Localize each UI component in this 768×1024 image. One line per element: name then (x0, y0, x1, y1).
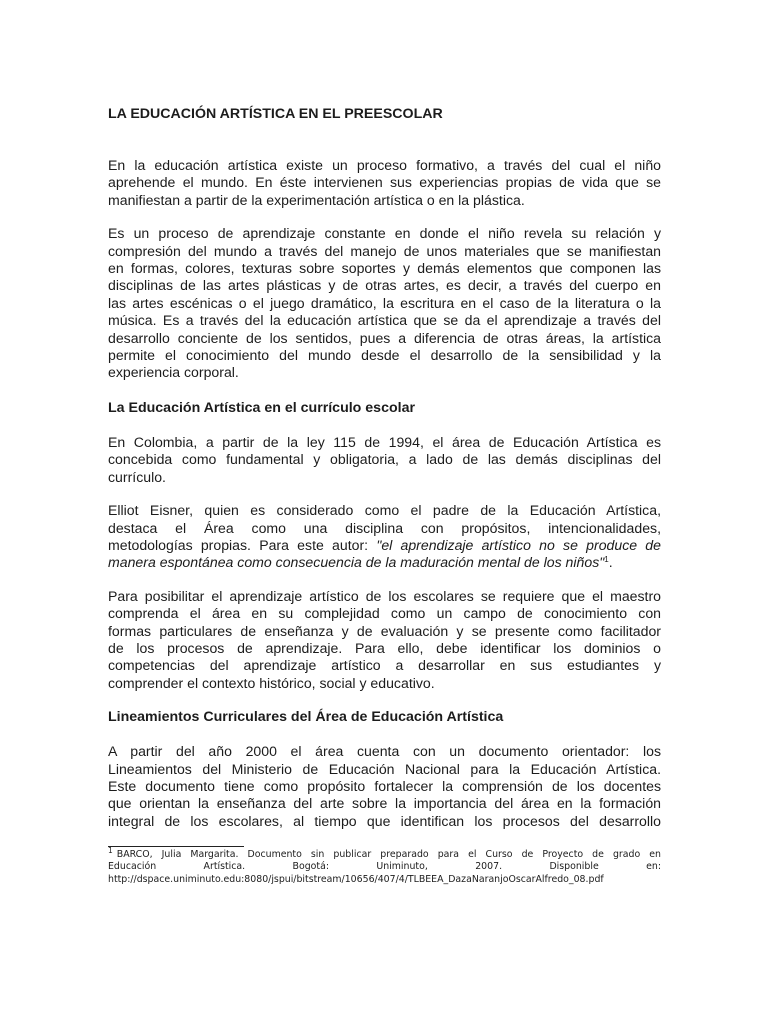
text-line: música. Es a través del la educación artística que se da el aprendizaje a través del (108, 312, 661, 329)
footnote-line (108, 846, 661, 861)
intro-paragraph-1 (108, 157, 661, 209)
text-segment: metodologías propias. Para este autor: (108, 536, 377, 553)
text-line: Para posibilitar el aprendizaje artístico de los escolares se requiere que el maestro (108, 587, 661, 604)
text-segment: . (608, 554, 613, 571)
text-line: de los procesos de aprendizaje. Para ello, debe identificar los dominios o (108, 639, 661, 656)
paragraph-maestro (108, 588, 661, 692)
text-line: Es un proceso de aprendizaje constante en donde el niño revela su relación y (108, 225, 661, 242)
footnote-citation: BARCO, Julia Margarita. Documento sin publicar preparado para el Curso de Proyecto de grado en (116, 849, 661, 860)
text-line: Este documento tiene como propósito fortalecer la comprensión de los docentes (108, 777, 661, 794)
text-line: que orientan la enseñanza del arte sobre la importancia del área en la formación (108, 795, 661, 812)
text-line: A partir del año 2000 el área cuenta con un documento orientador: los (108, 743, 661, 760)
text-line: compresión del mundo a través del manejo de unos materiales que se manifiestan (108, 242, 661, 259)
text-line: manifiestan a partir de la experimentación artística o en la plástica. (108, 191, 525, 208)
eisner-quote-end: manera espontánea como consecuencia de la maduración mental de los niños (108, 554, 600, 571)
footnote-line: Educación Artística. Bogotá: Uniminuto, 2007. Disponible en: (108, 861, 661, 873)
text-line: aprehende el mundo. En éste intervienen sus experiencias propias de vida que se (108, 174, 661, 191)
document-page (108, 106, 661, 846)
paragraph-eisner (108, 502, 661, 572)
text-line: competencias del aprendizaje artístico a desarrollar en sus estudiantes y (108, 657, 661, 674)
section-heading-lineamientos: Lineamientos Curriculares del Área de Educación Artística (108, 709, 504, 726)
text-line (108, 537, 661, 554)
text-line: experiencia corporal. (108, 364, 239, 381)
quote-close-mark: " (599, 554, 605, 571)
text-line: En la educación artística existe un proceso formativo, a través del cual el niño (108, 157, 661, 173)
footnote (108, 846, 661, 886)
text-line: formas particulares de enseñanza y de evaluación y se presente como facilitador (108, 622, 661, 639)
text-line: en formas, colores, texturas sobre soportes y demás elementos que componen las (108, 260, 661, 277)
text-line: concebida como fundamental y obligatoria, a lado de las demás disciplinas del (108, 451, 661, 468)
text-line: destaca el Área como una disciplina con propósitos, intencionalidades, (108, 519, 661, 536)
paragraph-lineamientos (108, 743, 661, 830)
paragraph-colombia (108, 434, 661, 486)
text-line: Lineamientos del Ministerio de Educación Nacional para la Educación Artística. (108, 760, 661, 777)
section-heading-curriculo: La Educación Artística en el currículo escolar (108, 399, 415, 416)
text-line: integral de los escolares, al tiempo que identifican los procesos del desarrollo (108, 812, 661, 829)
text-line: disciplinas de las artes plásticas y de otras artes, es decir, a través del cuerpo en (108, 277, 661, 294)
text-line (108, 554, 661, 571)
text-line: las artes escénicas o el juego dramático, la escritura en el caso de la literatura o la (108, 294, 661, 311)
intro-paragraph-2 (108, 225, 661, 382)
footnote-divider (108, 846, 244, 847)
text-line: desarrollo conciente de los sentidos, pues a diferencia de otras áreas, la artística (108, 329, 661, 346)
eisner-quote-start: "el aprendizaje artístico no se produce de (376, 536, 661, 553)
footnote-reference[interactable]: 1 (604, 555, 609, 565)
text-line: currículo. (108, 468, 166, 485)
text-line: permite el conocimiento del mundo desde el desarrollo de la sensibilidad y la (108, 347, 661, 364)
footnote-url-link[interactable]: http://dspace.uniminuto.edu:8080/jspui/bitstream/10656/407/4/TLBEEA_DazaNaranjoOscarAlfredo_08.pdf (108, 873, 604, 885)
text-line: comprender el contexto histórico, social y educativo. (108, 674, 435, 691)
text-line: comprenda el área en su complejidad como un campo de conocimiento con (108, 605, 661, 622)
text-line: En Colombia, a partir de la ley 115 de 1994, el área de Educación Artística es (108, 433, 661, 450)
document-title: LA EDUCACIÓN ARTÍSTICA EN EL PREESCOLAR (108, 106, 443, 122)
footnote-number: 1 (108, 846, 113, 855)
text-line: Elliot Eisner, quien es considerado como el padre de la Educación Artística, (108, 502, 661, 519)
